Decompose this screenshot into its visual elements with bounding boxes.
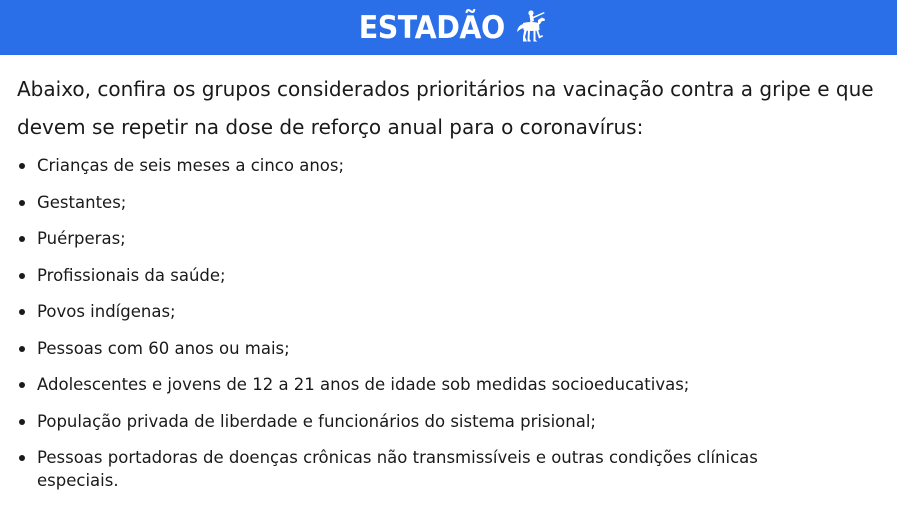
priority-groups-list	[17, 154, 887, 492]
list-item-text: Pessoas com 60 anos ou mais;	[37, 338, 290, 358]
list-item	[17, 337, 887, 360]
article-content	[17, 70, 887, 506]
list-item-text: Profissionais da saúde;	[37, 265, 226, 285]
list-item	[17, 446, 887, 492]
list-item	[17, 264, 887, 287]
list-item-text: Adolescentes e jovens de 12 a 21 anos de idade sob medidas socioeducativas;	[37, 375, 690, 394]
list-item-text: Puérperas;	[37, 229, 126, 248]
list-item	[17, 227, 887, 250]
horse-rider-icon	[511, 8, 551, 48]
list-item	[17, 154, 887, 177]
brand-logo-link[interactable]	[346, 8, 551, 48]
list-item	[17, 373, 887, 396]
site-header	[0, 0, 897, 55]
list-item-text: População privada de liberdade e funcionários do sistema prisional;	[37, 411, 596, 431]
list-item	[17, 410, 887, 433]
brand-name: ESTADÃO	[358, 9, 505, 46]
list-item	[17, 300, 887, 323]
list-item-text: Povos indígenas;	[37, 302, 176, 321]
list-item-text: Pessoas portadoras de doenças crônicas não transmissíveis e outras condições clínicas especiais.	[37, 448, 758, 490]
list-item-text: Crianças de seis meses a cinco anos;	[37, 156, 345, 175]
list-item-text: Gestantes;	[37, 192, 127, 212]
list-item	[17, 191, 887, 214]
article-intro: Abaixo, confira os grupos considerados prioritários na vacinação contra a gripe e que devem se repetir na dose de reforço anual para o coronavírus:	[17, 77, 874, 139]
